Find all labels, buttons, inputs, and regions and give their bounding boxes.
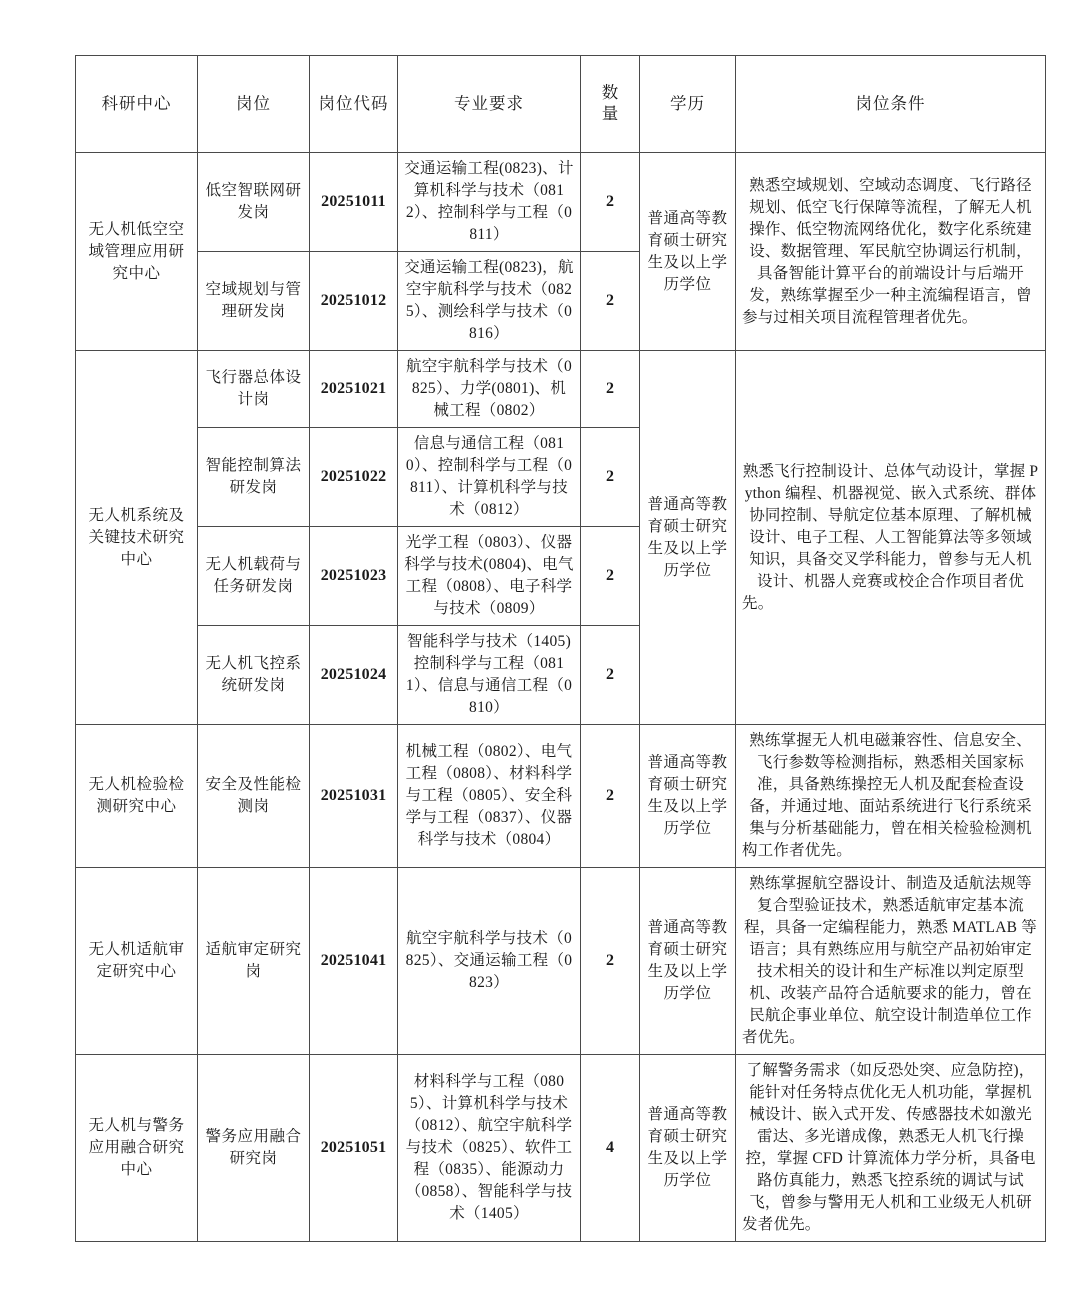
major-requirement: 信息与通信工程（0810）、控制科学与工程（0811）、计算机科学与技术（0812） <box>398 428 581 527</box>
major-requirement: 航空宇航科学与技术（0825）、交通运输工程（0823） <box>398 868 581 1055</box>
post-name: 飞行器总体设计岗 <box>198 351 310 428</box>
job-listing-table <box>75 55 1046 1242</box>
table-row <box>76 868 1046 1055</box>
position-quantity: 2 <box>581 252 640 351</box>
post-code: 20251051 <box>310 1055 398 1242</box>
education-requirement: 普通高等教育硕士研究生及以上学历学位 <box>640 351 736 725</box>
post-name: 警务应用融合研究岗 <box>198 1055 310 1242</box>
post-code: 20251021 <box>310 351 398 428</box>
post-name: 安全及性能检测岗 <box>198 725 310 868</box>
major-requirement: 航空宇航科学与技术（0825）、力学(0801)、机械工程（0802） <box>398 351 581 428</box>
post-name: 空域规划与管理研发岗 <box>198 252 310 351</box>
post-code: 20251024 <box>310 626 398 725</box>
position-quantity: 2 <box>581 725 640 868</box>
research-center-name: 无人机低空空域管理应用研究中心 <box>76 153 198 351</box>
header-row <box>76 56 1046 153</box>
header-center: 科研中心 <box>76 56 198 153</box>
position-quantity: 2 <box>581 868 640 1055</box>
position-condition: 熟悉飞行控制设计、总体气动设计，掌握 Python 编程、机器视觉、嵌入式系统、群体协同控制、导航定位基本原理、了解机械设计、电子工程、人工智能算法等多领域知识，具备交叉学科能力，曾参与无人机设计、机器人竞赛或校企合作项目者优先。 <box>736 351 1046 725</box>
education-requirement: 普通高等教育硕士研究生及以上学历学位 <box>640 153 736 351</box>
education-requirement: 普通高等教育硕士研究生及以上学历学位 <box>640 1055 736 1242</box>
header-condition: 岗位条件 <box>736 56 1046 153</box>
header-major: 专业要求 <box>398 56 581 153</box>
position-quantity: 2 <box>581 626 640 725</box>
major-requirement: 交通运输工程(0823)、计算机科学与技术（0812）、控制科学与工程（0811） <box>398 153 581 252</box>
post-name: 智能控制算法研发岗 <box>198 428 310 527</box>
major-requirement: 材料科学与工程（0805）、计算机科学与技术（0812）、航空宇航科学与技术（0825）、软件工程（0835）、能源动力（0858）、智能科学与技术（1405） <box>398 1055 581 1242</box>
table-header <box>76 56 1046 153</box>
table-row <box>76 351 1046 428</box>
post-name: 适航审定研究岗 <box>198 868 310 1055</box>
major-requirement: 光学工程（0803）、仪器科学与技术(0804)、电气工程（0808）、电子科学与技术（0809） <box>398 527 581 626</box>
post-name: 低空智联网研发岗 <box>198 153 310 252</box>
position-condition: 了解警务需求（如反恐处突、应急防控)，能针对任务特点优化无人机功能，掌握机械设计、嵌入式开发、传感器技术如激光雷达、多光谱成像，熟悉无人机飞行操控，掌握 CFD 计算流体力学分析，具备电路仿真能力，熟悉飞控系统的调试与试飞，曾参与警用无人机和工业级无人机研发者优先。 <box>736 1055 1046 1242</box>
position-condition: 熟悉空域规划、空域动态调度、飞行路径规划、低空飞行保障等流程，了解无人机操作、低空物流网络优化，数字化系统建设、数据管理、军民航空协调运行机制，具备智能计算平台的前端设计与后端开发，熟练掌握至少一种主流编程语言，曾参与过相关项目流程管理者优先。 <box>736 153 1046 351</box>
header-education: 学历 <box>640 56 736 153</box>
research-center-name: 无人机与警务应用融合研究中心 <box>76 1055 198 1242</box>
table-row <box>76 153 1046 252</box>
education-requirement: 普通高等教育硕士研究生及以上学历学位 <box>640 725 736 868</box>
major-requirement: 交通运输工程(0823)，航空宇航科学与技术（0825）、测绘科学与技术（0816） <box>398 252 581 351</box>
header-post: 岗位 <box>198 56 310 153</box>
position-condition: 熟练掌握无人机电磁兼容性、信息安全、飞行参数等检测指标，熟悉相关国家标准，具备熟练操控无人机及配套检查设备，并通过地、面站系统进行飞行系统采集与分析基础能力，曾在相关检验检测机构工作者优先。 <box>736 725 1046 868</box>
table-body <box>76 153 1046 1242</box>
table-row <box>76 1055 1046 1242</box>
post-code: 20251022 <box>310 428 398 527</box>
major-requirement: 机械工程（0802）、电气工程（0808）、材料科学与工程（0805）、安全科学与工程（0837）、仪器科学与技术（0804） <box>398 725 581 868</box>
post-code: 20251031 <box>310 725 398 868</box>
position-quantity: 2 <box>581 153 640 252</box>
position-quantity: 2 <box>581 351 640 428</box>
education-requirement: 普通高等教育硕士研究生及以上学历学位 <box>640 868 736 1055</box>
research-center-name: 无人机系统及关键技术研究中心 <box>76 351 198 725</box>
position-quantity: 2 <box>581 428 640 527</box>
header-quantity-text: 数量 <box>601 82 619 123</box>
position-quantity: 2 <box>581 527 640 626</box>
position-condition: 熟练掌握航空器设计、制造及适航法规等复合型验证技术，熟悉适航审定基本流程，具备一定编程能力，熟悉 MATLAB 等语言；具有熟练应用与航空产品初始审定技术相关的设计和生产标准以判定原型机、改装产品符合适航要求的能力，曾在民航企事业单位、航空设计制造单位工作者优先。 <box>736 868 1046 1055</box>
major-requirement: 智能科学与技术（1405)控制科学与工程（0811）、信息与通信工程（0810） <box>398 626 581 725</box>
research-center-name: 无人机检验检测研究中心 <box>76 725 198 868</box>
post-code: 20251011 <box>310 153 398 252</box>
post-code: 20251023 <box>310 527 398 626</box>
header-quantity <box>581 56 640 153</box>
position-quantity: 4 <box>581 1055 640 1242</box>
research-center-name: 无人机适航审定研究中心 <box>76 868 198 1055</box>
table-row <box>76 725 1046 868</box>
header-code: 岗位代码 <box>310 56 398 153</box>
post-code: 20251041 <box>310 868 398 1055</box>
post-name: 无人机载荷与任务研发岗 <box>198 527 310 626</box>
post-code: 20251012 <box>310 252 398 351</box>
post-name: 无人机飞控系统研发岗 <box>198 626 310 725</box>
